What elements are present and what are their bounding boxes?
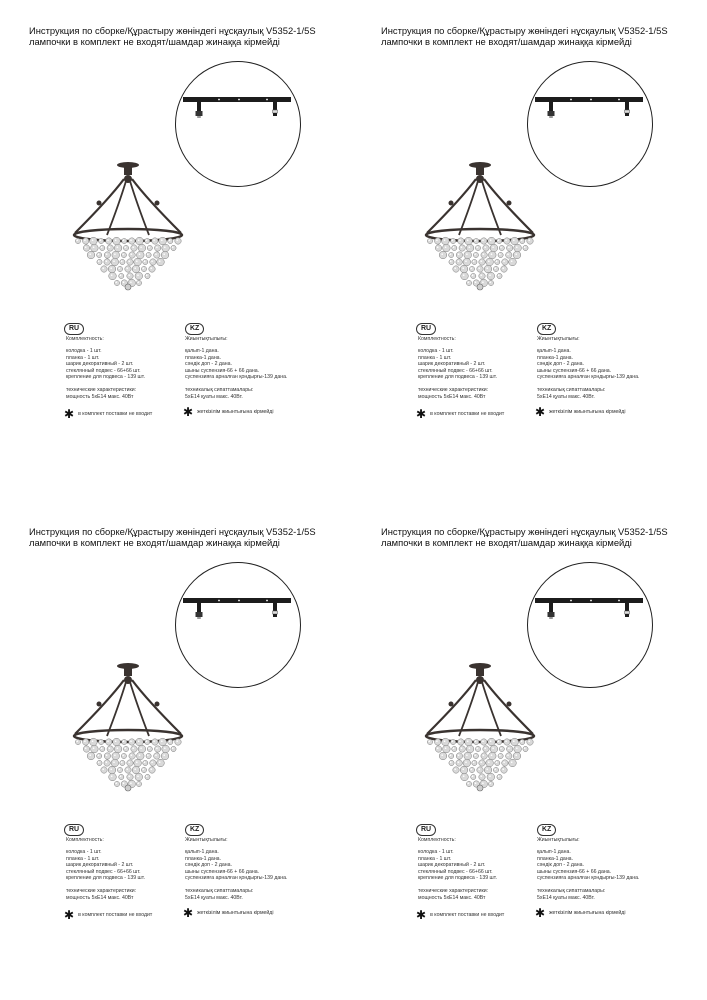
ru-heading: Комплектность: (66, 837, 104, 843)
asterisk-icon: ✱ (535, 405, 546, 419)
ru-column (418, 336, 497, 400)
kz-heading: Жиынтықтылығы: (537, 837, 580, 843)
asterisk-icon: ✱ (183, 906, 194, 920)
kz-note-text: жеткізілім жиынтығына кірмейді (197, 910, 274, 916)
panel-top-left (29, 25, 359, 495)
ru-item: шарик декоративный - 2 шт. (66, 361, 134, 368)
ru-note-text: в комплект поставки не входит (430, 912, 505, 918)
kz-specs: 5хЕ14 қуаты макс. 40Вт. (185, 894, 243, 901)
kz-note-text: жеткізілім жиынтығына кірмейді (549, 409, 626, 415)
asterisk-icon: ✱ (416, 908, 427, 922)
kz-specs-heading: техникалық сипаттамалары: (185, 888, 254, 895)
panel-bottom-left (29, 526, 359, 996)
ru-note-text: в комплект поставки не входит (430, 411, 505, 417)
kz-note (535, 405, 626, 419)
ru-heading: Комплектность: (66, 336, 104, 342)
kz-note (535, 906, 626, 920)
ru-item: планка - 1 шт. (418, 354, 452, 361)
ru-note-text: в комплект поставки не входит (78, 411, 153, 417)
kz-specs-heading: техникалық сипаттамалары: (537, 888, 606, 895)
ru-specs: мощность 5хЕ14 макс. 40Вт (66, 393, 134, 400)
kz-item: шыны суспензия-66 + 66 дана. (537, 367, 612, 374)
kz-heading: Жиынтықтылығы: (537, 336, 580, 342)
asterisk-icon: ✱ (416, 407, 427, 421)
ru-item: крепление для подвеса - 139 шт. (66, 374, 145, 381)
ru-item: стеклянный подвес - 66+66 шт. (418, 367, 493, 374)
kz-specs: 5хЕ14 қуаты макс. 40Вт. (185, 393, 243, 400)
kz-specs-heading: техникалық сипаттамалары: (185, 387, 254, 394)
ru-item: стеклянный подвес - 66+66 шт. (66, 367, 141, 374)
kz-item: қалып-1 дана. (537, 849, 571, 856)
title-line-2: лампочки в комплект не входят/шамдар жинаққа кірмейді (29, 36, 280, 47)
ru-item: крепление для подвеса - 139 шт. (66, 875, 145, 882)
title-line-1: Инструкция по сборке/Құрастыру жөніндегі нұсқаулық V5352-1/5S (381, 25, 668, 36)
kz-column (185, 336, 287, 400)
ru-specs: мощность 5хЕ14 макс. 40Вт (418, 894, 486, 901)
asterisk-icon: ✱ (64, 407, 75, 421)
ru-note-text: в комплект поставки не входит (78, 912, 153, 918)
ru-specs-heading: технические характеристики: (418, 888, 489, 895)
kz-item: шыны суспензия-66 + 66 дана. (185, 868, 260, 875)
ru-item: крепление для подвеса - 139 шт. (418, 875, 497, 882)
asterisk-icon: ✱ (535, 906, 546, 920)
mounting-bar-detail-icon (527, 562, 653, 688)
chandelier-image (421, 159, 539, 309)
ru-note (64, 407, 153, 421)
kz-item: суспензияға арналған қондырғы-139 дана. (185, 374, 288, 381)
title-line-1: Инструкция по сборке/Құрастыру жөніндегі нұсқаулық V5352-1/5S (29, 25, 316, 36)
kz-item: қалып-1 дана. (185, 849, 219, 856)
ru-item: шарик декоративный - 2 шт. (418, 361, 486, 368)
ru-item: стеклянный подвес - 66+66 шт. (418, 868, 493, 875)
kz-item: суспензияға арналған қондырғы-139 дана. (185, 875, 288, 882)
ru-item: планка - 1 шт. (418, 855, 452, 862)
ru-badge: RU (64, 824, 84, 836)
kz-specs-heading: техникалық сипаттамалары: (537, 387, 606, 394)
ru-specs: мощность 5хЕ14 макс. 40Вт (418, 393, 486, 400)
title-line-1: Инструкция по сборке/Құрастыру жөніндегі нұсқаулық V5352-1/5S (381, 526, 668, 537)
kz-item: сәндік доп - 2 дана. (185, 361, 232, 368)
ru-item: колодка - 1 шт. (66, 348, 102, 355)
chandelier-image (421, 660, 539, 810)
ru-item: колодка - 1 шт. (66, 849, 102, 856)
ru-badge: RU (416, 824, 436, 836)
ru-item: колодка - 1 шт. (418, 348, 454, 355)
kz-specs: 5хЕ14 қуаты макс. 40Вт. (537, 393, 595, 400)
ru-column (418, 837, 497, 901)
ru-note (416, 407, 505, 421)
ru-item: шарик декоративный - 2 шт. (418, 862, 486, 869)
ru-heading: Комплектность: (418, 837, 456, 843)
kz-item: шыны суспензия-66 + 66 дана. (185, 367, 260, 374)
kz-badge: KZ (185, 824, 204, 836)
panel-bottom-right (381, 526, 707, 996)
ru-item: стеклянный подвес - 66+66 шт. (66, 868, 141, 875)
kz-badge: KZ (185, 323, 204, 335)
kz-badge: KZ (537, 323, 556, 335)
kz-heading: Жиынтықтылығы: (185, 336, 228, 342)
ru-heading: Комплектность: (418, 336, 456, 342)
ru-specs-heading: технические характеристики: (66, 888, 137, 895)
kz-item: сәндік доп - 2 дана. (537, 862, 584, 869)
ru-specs-heading: технические характеристики: (418, 387, 489, 394)
kz-specs: 5хЕ14 қуаты макс. 40Вт. (537, 894, 595, 901)
asterisk-icon: ✱ (183, 405, 194, 419)
ru-column (66, 837, 145, 901)
kz-item: планка-1 дана. (185, 354, 222, 361)
kz-note-text: жеткізілім жиынтығына кірмейді (549, 910, 626, 916)
chandelier-image (69, 159, 187, 309)
instruction-title (29, 25, 329, 47)
panel-top-right (381, 25, 707, 495)
chandelier-image (69, 660, 187, 810)
kz-column (537, 336, 639, 400)
title-line-1: Инструкция по сборке/Құрастыру жөніндегі нұсқаулық V5352-1/5S (29, 526, 316, 537)
instruction-title (29, 526, 329, 548)
kz-item: планка-1 дана. (537, 855, 574, 862)
kz-badge: KZ (537, 824, 556, 836)
kz-item: планка-1 дана. (537, 354, 574, 361)
kz-item: сәндік доп - 2 дана. (185, 862, 232, 869)
ru-column (66, 336, 145, 400)
instruction-title (381, 25, 681, 47)
title-line-2: лампочки в комплект не входят/шамдар жинаққа кірмейді (381, 537, 632, 548)
ru-note (416, 908, 505, 922)
kz-note (183, 405, 274, 419)
ru-item: планка - 1 шт. (66, 354, 100, 361)
kz-note (183, 906, 274, 920)
ru-item: планка - 1 шт. (66, 855, 100, 862)
kz-item: планка-1 дана. (185, 855, 222, 862)
asterisk-icon: ✱ (64, 908, 75, 922)
title-line-2: лампочки в комплект не входят/шамдар жинаққа кірмейді (381, 36, 632, 47)
mounting-bar-detail-icon (175, 562, 301, 688)
mounting-bar-detail-icon (175, 61, 301, 187)
ru-item: шарик декоративный - 2 шт. (66, 862, 134, 869)
kz-item: суспензияға арналған қондырғы-139 дана. (537, 374, 640, 381)
instruction-title (381, 526, 681, 548)
kz-item: шыны суспензия-66 + 66 дана. (537, 868, 612, 875)
ru-note (64, 908, 153, 922)
kz-item: суспензияға арналған қондырғы-139 дана. (537, 875, 640, 882)
kz-column (185, 837, 287, 901)
ru-item: крепление для подвеса - 139 шт. (418, 374, 497, 381)
kz-item: қалып-1 дана. (537, 348, 571, 355)
kz-heading: Жиынтықтылығы: (185, 837, 228, 843)
kz-item: сәндік доп - 2 дана. (537, 361, 584, 368)
kz-item: қалып-1 дана. (185, 348, 219, 355)
kz-note-text: жеткізілім жиынтығына кірмейді (197, 409, 274, 415)
ru-item: колодка - 1 шт. (418, 849, 454, 856)
mounting-bar-detail-icon (527, 61, 653, 187)
ru-specs: мощность 5хЕ14 макс. 40Вт (66, 894, 134, 901)
ru-badge: RU (416, 323, 436, 335)
ru-specs-heading: технические характеристики: (66, 387, 137, 394)
ru-badge: RU (64, 323, 84, 335)
kz-column (537, 837, 639, 901)
title-line-2: лампочки в комплект не входят/шамдар жинаққа кірмейді (29, 537, 280, 548)
